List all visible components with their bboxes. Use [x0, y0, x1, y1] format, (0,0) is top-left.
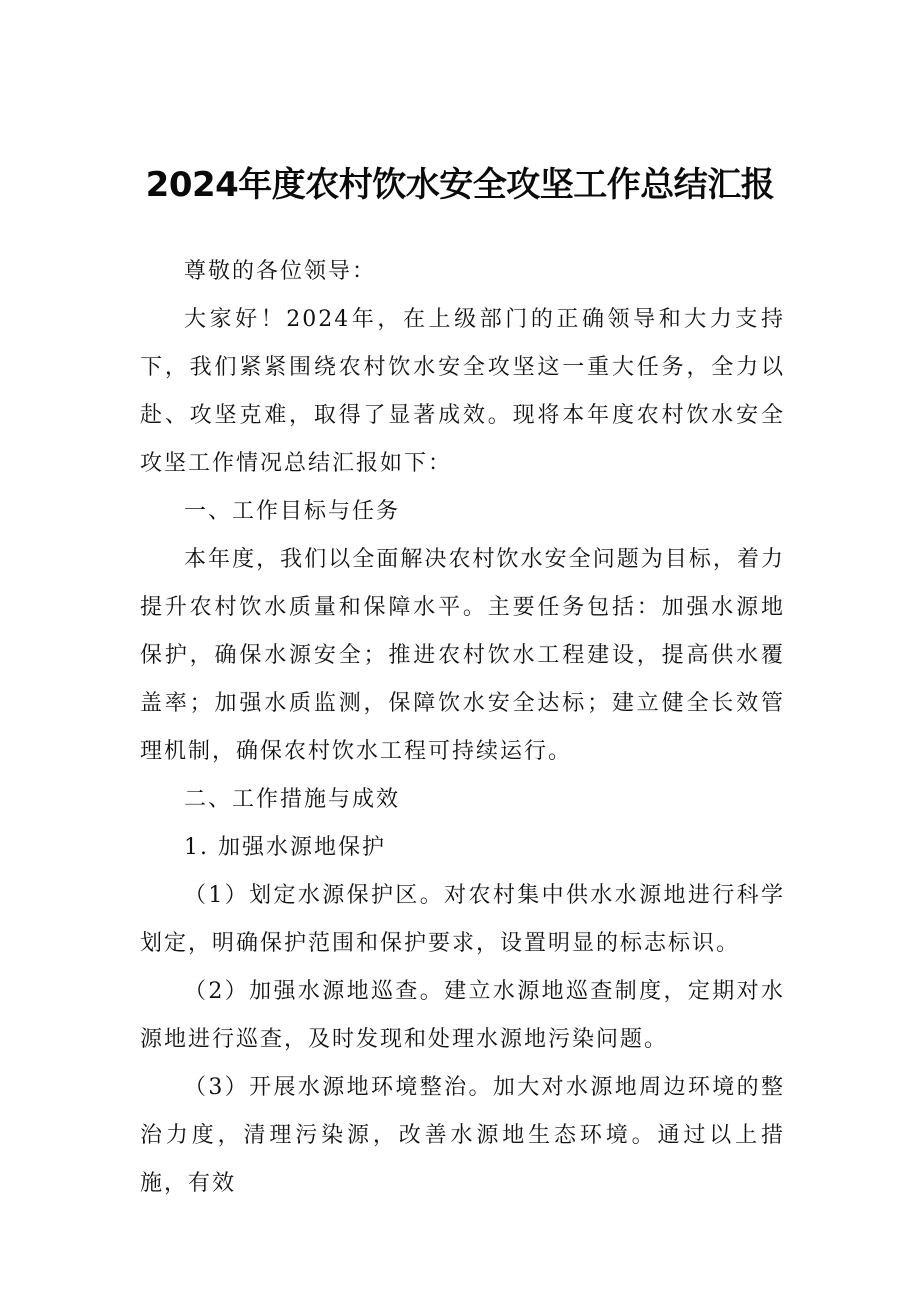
list-item-environment: （3）开展水源地环境整治。加大对水源地周边环境的整治力度，清理污染源，改善水源地生态环境。通过以上措施，有效: [140, 1075, 785, 1196]
subsection-heading-water-source: 1. 加强水源地保护: [184, 835, 386, 860]
paragraph-intro: 大家好！2024年，在上级部门的正确领导和大力支持下，我们紧紧围绕农村饮水安全攻坚这一重大任务，全力以赴、攻坚克难，取得了显著成效。现将本年度农村饮水安全攻坚工作情况总结汇报如下：: [140, 307, 785, 476]
salutation: 尊敬的各位领导：: [184, 259, 377, 284]
list-item-inspection: （2）加强水源地巡查。建立水源地巡查制度，定期对水源地进行巡查，及时发现和处理水源地污染问题。: [140, 979, 785, 1052]
document-title: 2024年度农村饮水安全攻坚工作总结汇报: [145, 165, 775, 205]
section-heading-goals: 一、工作目标与任务: [184, 499, 401, 524]
document-body: [140, 248, 785, 1208]
paragraph-goals: 本年度，我们以全面解决农村饮水安全问题为目标，着力提升农村饮水质量和保障水平。主要任务包括：加强水源地保护，确保水源安全；推进农村饮水工程建设，提高供水覆盖率；加强水质监测，保障饮水安全达标；建立健全长效管理机制，确保农村饮水工程可持续运行。: [140, 547, 785, 764]
section-heading-measures: 二、工作措施与成效: [184, 787, 401, 812]
list-item-protection-zone: （1）划定水源保护区。对农村集中供水水源地进行科学划定，明确保护范围和保护要求，设置明显的标志标识。: [140, 883, 785, 956]
